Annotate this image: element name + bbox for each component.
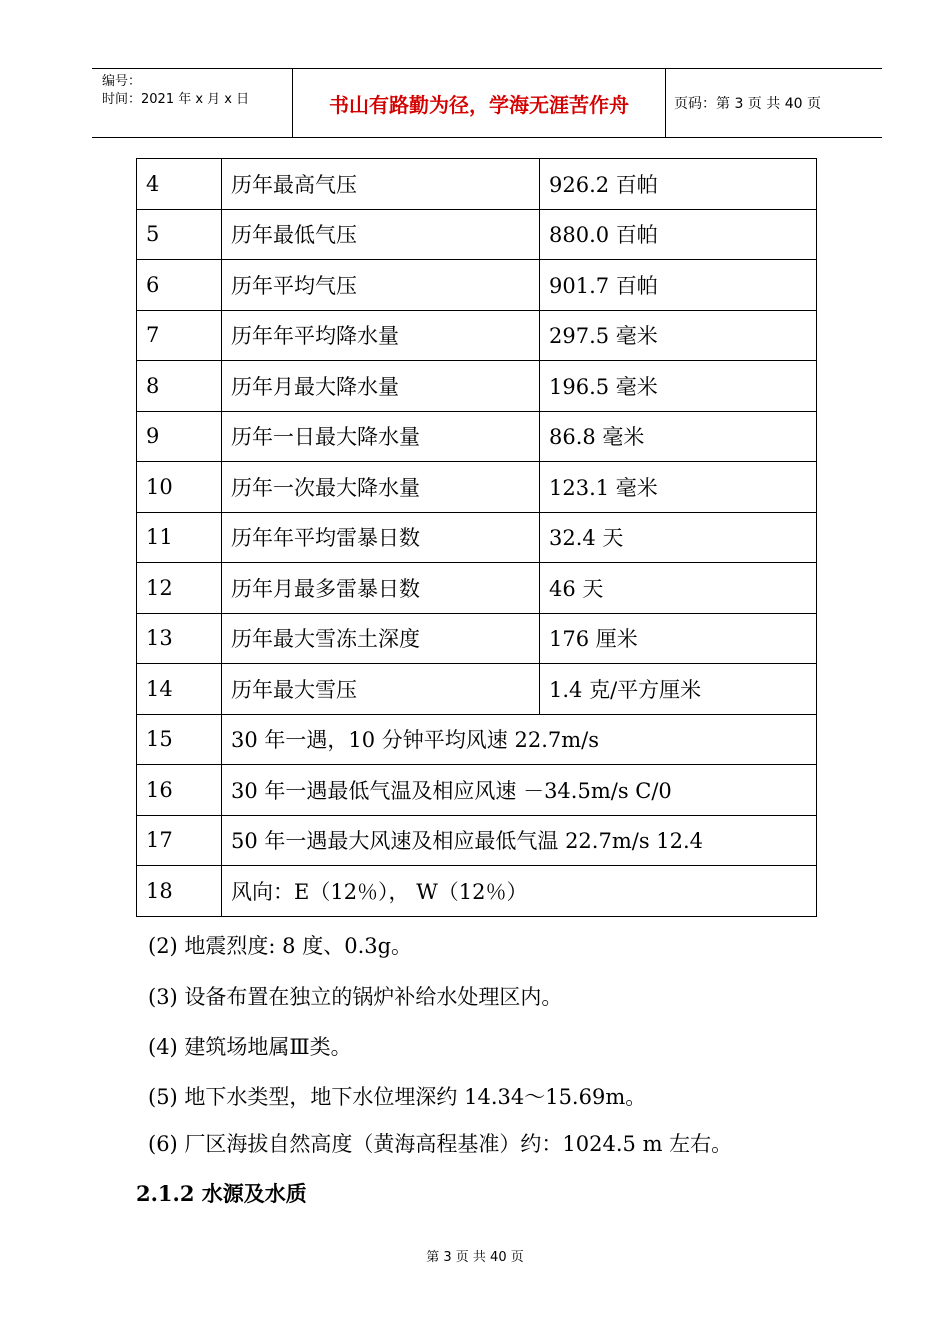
code-label: 编号： (102, 74, 142, 89)
row-merged-text: 风向：E（12％）， W（12％） (222, 866, 817, 917)
row-item: 历年平均气压 (222, 260, 540, 311)
table-row (137, 866, 817, 917)
row-merged-text: 30 年一遇最低气温及相应风速 －34.5m/s C/0 (222, 765, 817, 816)
paragraph-site-class: (4) 建筑场地属Ⅲ类。 (148, 1035, 352, 1059)
table-row (137, 714, 817, 765)
row-item: 历年最高气压 (222, 159, 540, 210)
table-row (137, 462, 817, 513)
row-number: 18 (137, 866, 222, 917)
row-item: 历年最大雪冻土深度 (222, 613, 540, 664)
paragraph-elevation: (6) 厂区海拔自然高度（黄海高程基准）约：1024.5 m 左右。 (148, 1132, 733, 1156)
row-number: 14 (137, 664, 222, 715)
row-value: 176 厘米 (540, 613, 817, 664)
row-item: 历年月最多雷暴日数 (222, 563, 540, 614)
row-number: 17 (137, 815, 222, 866)
row-number: 4 (137, 159, 222, 210)
row-value: 1.4 克/平方厘米 (540, 664, 817, 715)
row-item: 历年最低气压 (222, 209, 540, 260)
row-merged-text: 30 年一遇，10 分钟平均风速 22.7m/s (222, 714, 817, 765)
row-value: 32.4 天 (540, 512, 817, 563)
row-value: 901.7 百帕 (540, 260, 817, 311)
row-number: 5 (137, 209, 222, 260)
table-row (137, 361, 817, 412)
row-item: 历年最大雪压 (222, 664, 540, 715)
row-number: 15 (137, 714, 222, 765)
row-number: 7 (137, 310, 222, 361)
row-value: 196.5 毫米 (540, 361, 817, 412)
row-number: 10 (137, 462, 222, 513)
page-footer: 第 3 页 共 40 页 (426, 1250, 524, 1265)
header-meta (92, 69, 292, 137)
row-value: 86.8 毫米 (540, 411, 817, 462)
page-header (92, 68, 882, 138)
table-row (137, 613, 817, 664)
row-number: 8 (137, 361, 222, 412)
row-value: 123.1 毫米 (540, 462, 817, 513)
table-row (137, 411, 817, 462)
climate-data-table (136, 158, 817, 917)
paragraph-groundwater: (5) 地下水类型，地下水位埋深约 14.34～15.69m。 (148, 1085, 647, 1109)
row-value: 46 天 (540, 563, 817, 614)
table-row (137, 260, 817, 311)
row-number: 16 (137, 765, 222, 816)
table-row (137, 664, 817, 715)
row-item: 历年年平均雷暴日数 (222, 512, 540, 563)
row-number: 6 (137, 260, 222, 311)
table-row (137, 563, 817, 614)
section-heading: 2.1.2 水源及水质 (136, 1181, 307, 1206)
header-motto: 书山有路勤为径，学海无涯苦作舟 (292, 69, 666, 137)
table-row (137, 310, 817, 361)
row-item: 历年一日最大降水量 (222, 411, 540, 462)
paragraph-equipment: (3) 设备布置在独立的锅炉补给水处理区内。 (148, 985, 563, 1009)
row-number: 11 (137, 512, 222, 563)
row-item: 历年月最大降水量 (222, 361, 540, 412)
row-value: 926.2 百帕 (540, 159, 817, 210)
time-label: 时间：2021 年 x 月 x 日 (102, 92, 250, 107)
row-value: 297.5 毫米 (540, 310, 817, 361)
table-row (137, 765, 817, 816)
header-page-info: 页码：第 3 页 共 40 页 (674, 96, 821, 112)
table-row (137, 159, 817, 210)
table-row (137, 209, 817, 260)
row-item: 历年一次最大降水量 (222, 462, 540, 513)
paragraph-seismic: (2) 地震烈度: 8 度、0.3g。 (148, 934, 413, 958)
table-row (137, 512, 817, 563)
row-number: 13 (137, 613, 222, 664)
row-value: 880.0 百帕 (540, 209, 817, 260)
row-number: 12 (137, 563, 222, 614)
row-item: 历年年平均降水量 (222, 310, 540, 361)
row-merged-text: 50 年一遇最大风速及相应最低气温 22.7m/s 12.4 (222, 815, 817, 866)
table-row (137, 815, 817, 866)
row-number: 9 (137, 411, 222, 462)
